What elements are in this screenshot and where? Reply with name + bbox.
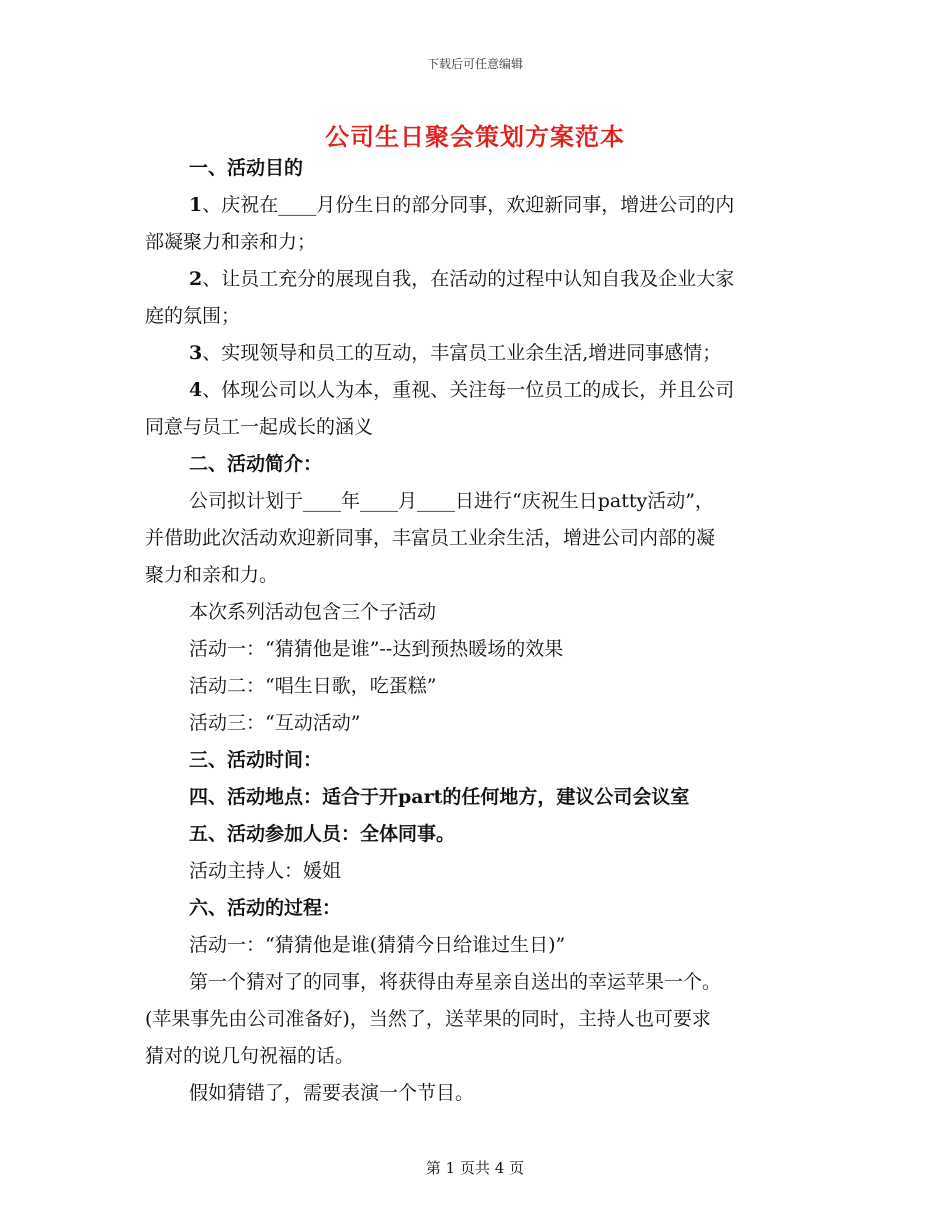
list-item-continuation: 同意与员工一起成长的涵义 [145,416,374,438]
list-item [145,261,807,298]
page-footer: 第 1 页共 4 页 [425,1159,525,1177]
paragraph-line: (苹果事先由公司准备好)，当然了，送苹果的同时，主持人也可要求 [145,1008,711,1030]
document-body [145,150,807,1112]
paragraph-line: 第一个猜对了的同事，将获得由寿星亲自送出的幸运苹果一个。 [189,971,722,993]
item-number: 3 [189,342,203,364]
list-item [145,335,807,372]
paragraph-line: 公司拟计划于____年____月____日进行“庆祝生日patty活动”， [189,490,714,512]
section-heading: 六、活动的过程： [189,897,342,919]
list-item [145,187,807,224]
page-header: 下载后可任意编辑 [426,57,523,71]
section-heading: 二、活动简介： [189,453,323,475]
paragraph-line: 本次系列活动包含三个子活动 [189,601,437,623]
section-heading: 五、活动参加人员：全体同事。 [189,823,456,845]
activity-line: 活动一：“猜猜他是谁”--达到预热暖场的效果 [189,638,564,660]
list-item-continuation: 部凝聚力和亲和力； [145,231,317,253]
list-item [145,372,807,409]
list-item-continuation: 庭的氛围； [145,305,241,327]
item-number: 1 [189,194,203,216]
section-heading: 四、活动地点：适合于开part的任何地方，建议公司会议室 [189,786,690,808]
paragraph-line: 猜对的说几句祝福的话。 [145,1045,355,1067]
item-number: 4 [189,379,203,401]
activity-line: 活动二：“唱生日歌，吃蛋糕” [189,675,437,697]
item-text: 、体现公司以人为本，重视、关注每一位员工的成长，并且公司 [202,379,735,401]
section-heading: 三、活动时间： [189,749,323,771]
activity-line: 活动三：“互动活动” [189,712,361,734]
paragraph-line: 并借助此次活动欢迎新同事，丰富员工业余生活，增进公司内部的凝 [145,527,716,549]
item-text: 、让员工充分的展现自我，在活动的过程中认知自我及企业大家 [202,268,735,290]
section-heading: 一、活动目的 [189,157,304,179]
item-text: 、实现领导和员工的互动，丰富员工业余生活,增进同事感情； [202,342,722,364]
item-number: 2 [189,268,203,290]
item-text: 、庆祝在____月份生日的部分同事，欢迎新同事，增进公司的内 [202,194,735,216]
activity-line: 活动一：“猜猜他是谁(猜猜今日给谁过生日)” [189,934,566,956]
host-line: 活动主持人：媛姐 [189,860,342,882]
paragraph-line: 聚力和亲和力。 [145,564,279,586]
paragraph-line: 假如猜错了，需要表演一个节目。 [189,1082,475,1104]
document-title: 公司生日聚会策划方案范本 [325,122,625,151]
